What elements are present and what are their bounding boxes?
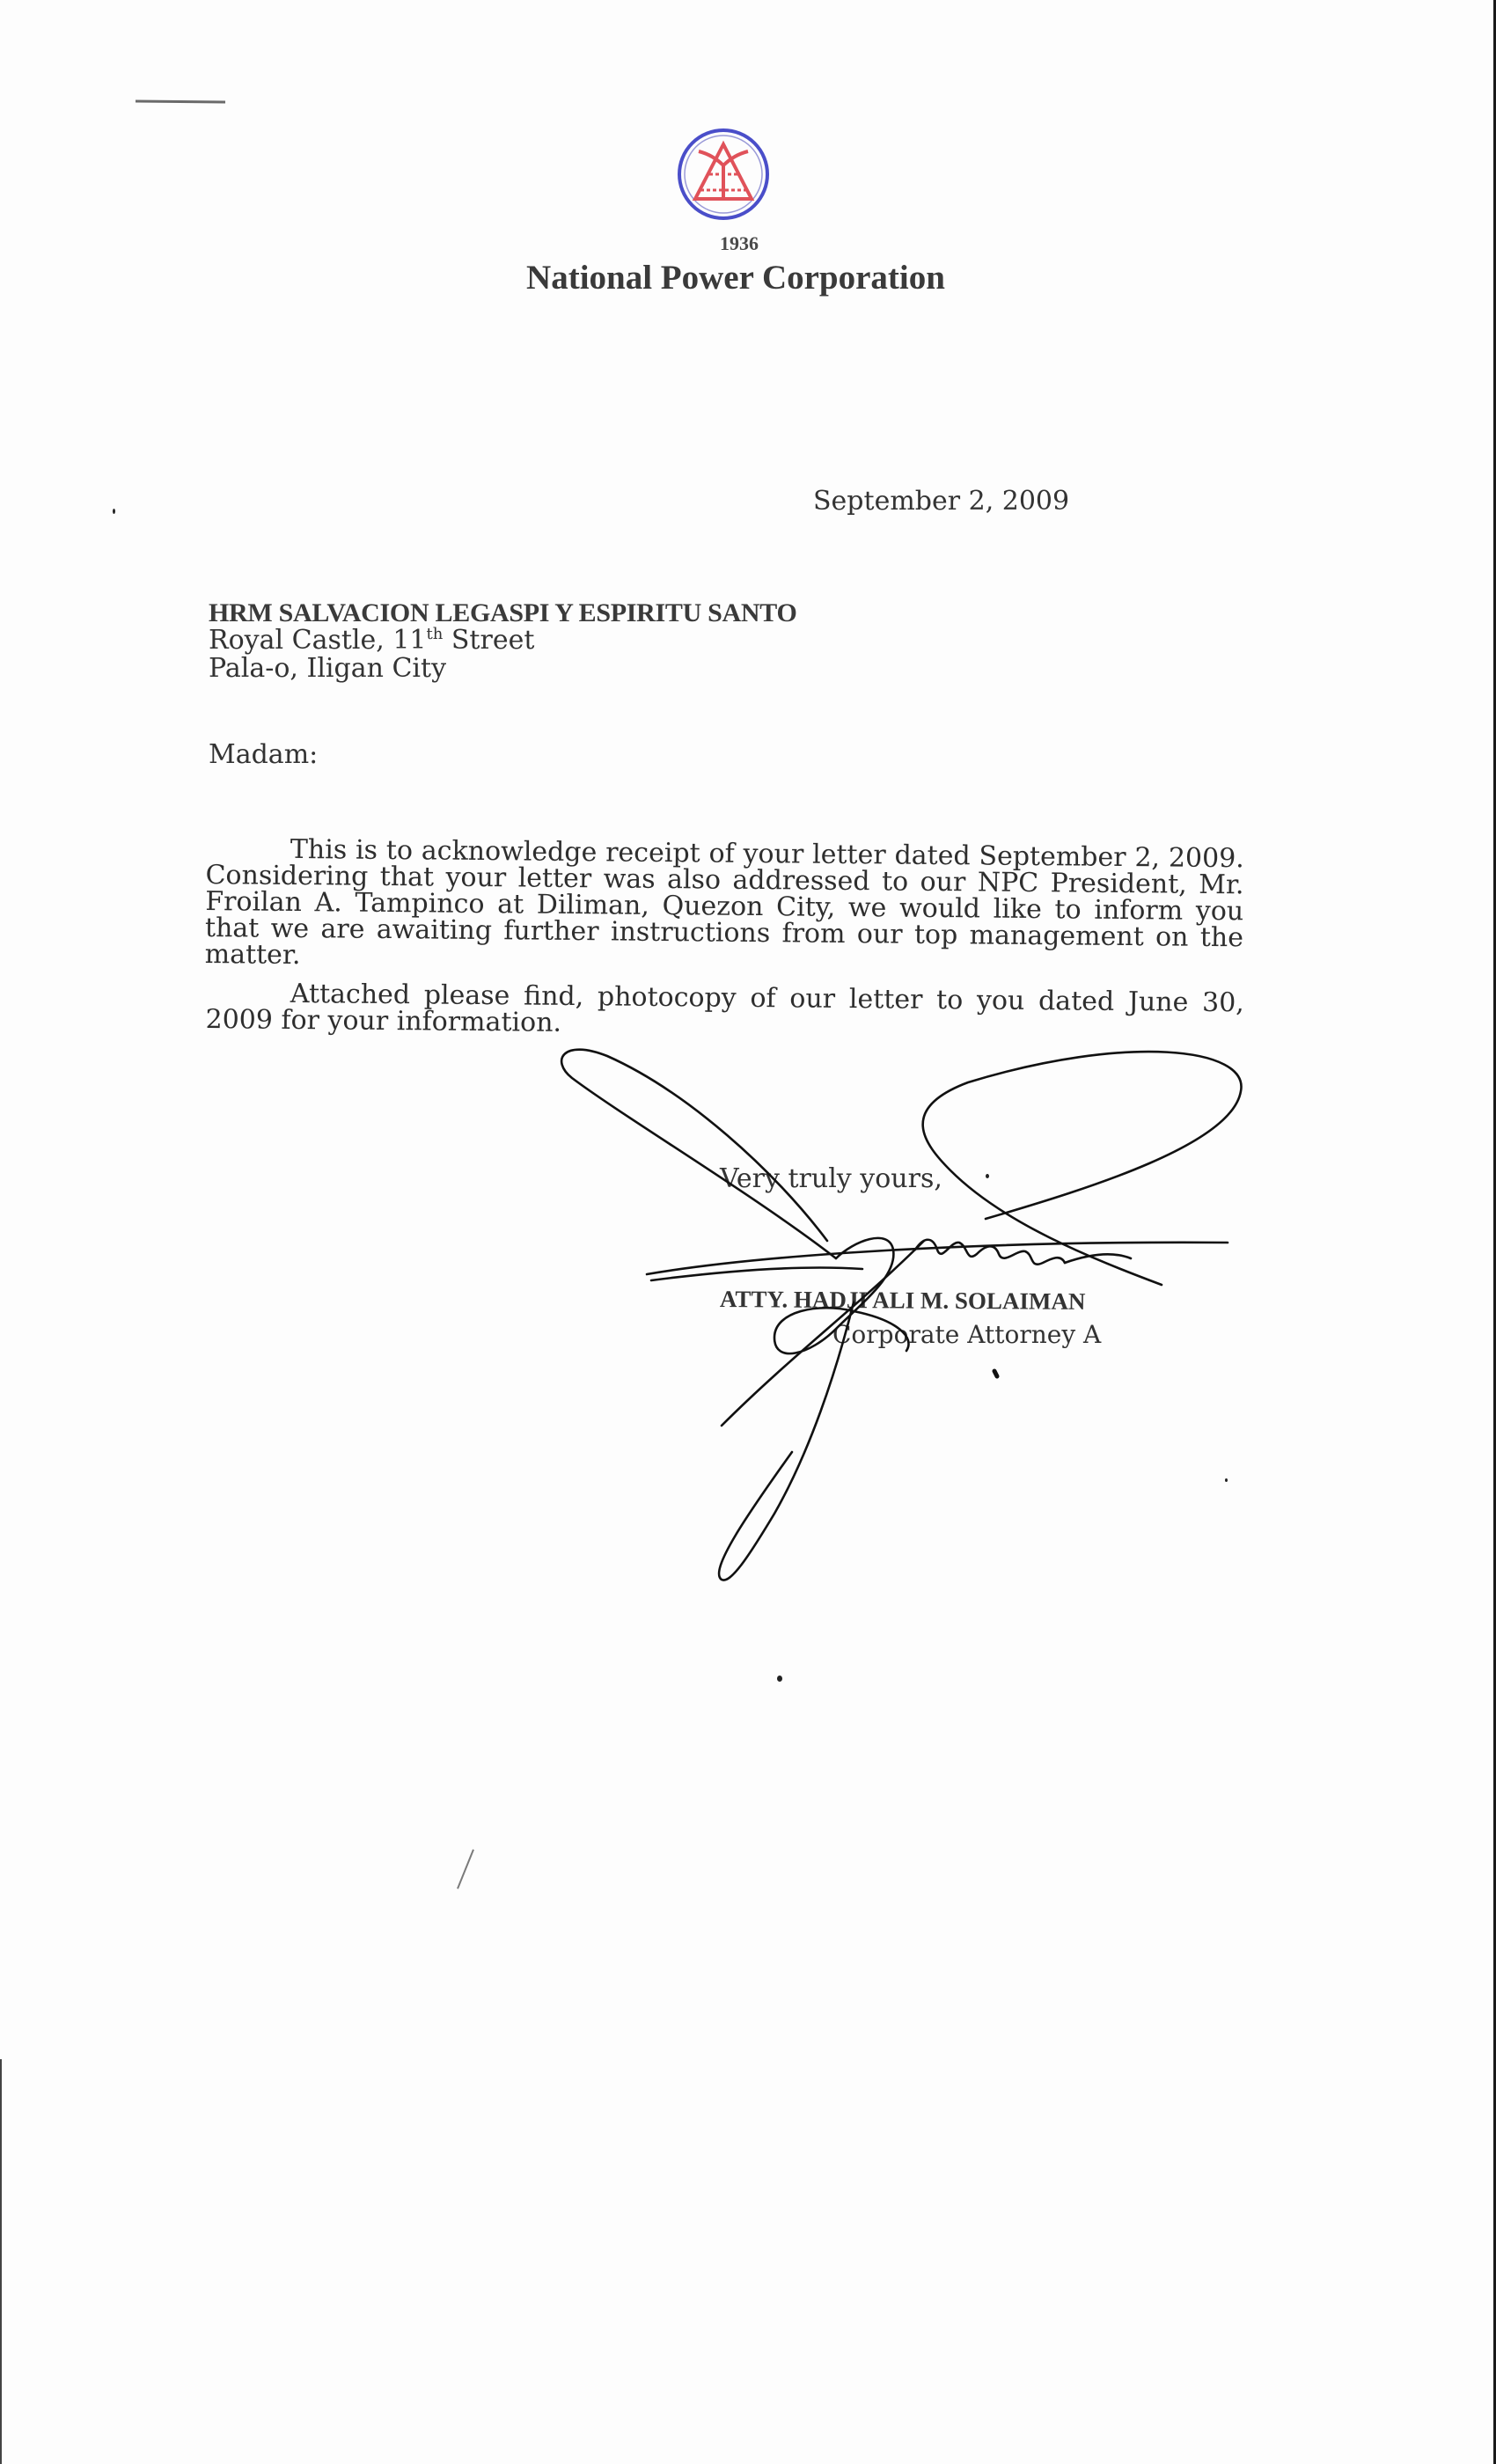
scan-speck [1225,1478,1228,1482]
scan-speck [986,1174,989,1178]
npc-logo-icon [674,125,773,224]
founding-year: 1936 [720,232,759,254]
closing: Very truly yours, [720,1163,942,1194]
address-line-1-text: Royal Castle, 11 [209,625,427,656]
scan-mark [136,99,225,103]
scan-speck [113,509,115,514]
letter-date: September 2, 2009 [813,486,1070,517]
signatory-name: ATTY. HADJI ALI M. SOLAIMAN [719,1286,1086,1315]
signatory-title: Corporate Attorney A [832,1320,1102,1349]
organization-name: National Power Corporation [526,259,945,297]
scan-mark [457,1849,474,1888]
addressee-name: HRM SALVACION LEGASPI Y ESPIRITU SANTO [209,598,797,627]
address-line-1-ordinal: th [426,625,444,643]
address-line-1 [209,625,534,656]
body-paragraph-2: Attached please find, photocopy of our letter to you dated June 30, 2009 for your information. [205,978,1244,1038]
address-line-2: Pala-o, Iligan City [209,653,447,684]
salutation: Madam: [209,739,319,770]
body-paragraph-1: This is to acknowledge receipt of your letter dated September 2, 2009. Considering that your letter was also addressed to our NPC President, Mr. Froilan A. Tampinco at Diliman, Quezon City, we would like to inform you that we are awaiting further instructions from our top management on the matter. [204,833,1244,972]
address-line-1-suffix: Street [443,625,535,656]
scan-edge-left [0,2059,2,2464]
scan-speck [777,1676,782,1682]
